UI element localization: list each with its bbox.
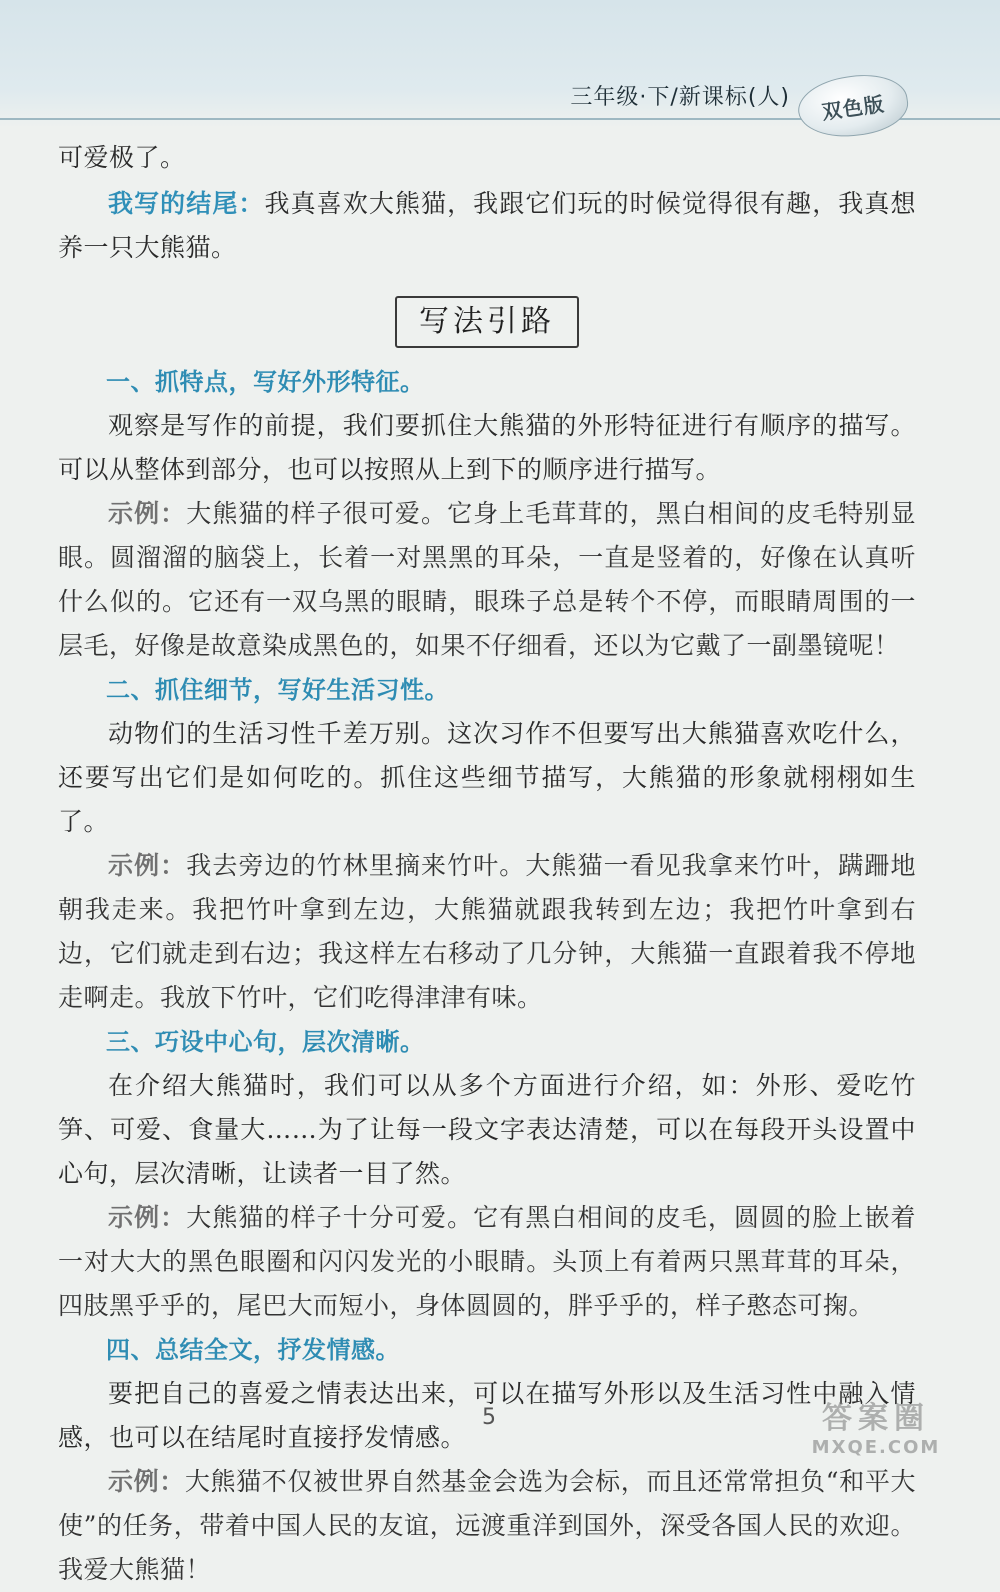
edition-badge-label: 双色版 [820,91,887,124]
my-ending-text: 我真喜欢大熊猫，我跟它们玩的时候觉得很有趣，我真想养一只大熊猫。 [58,189,916,262]
example-label: 示例： [108,851,187,880]
tip-example-2 [58,844,916,1020]
watermark-top: 答案圈 [822,1400,930,1436]
example-text: 大熊猫的样子十分可爱。它有黑白相间的皮毛，圆圆的脸上嵌着一对大大的黑色眼圈和闪闪发光的小眼睛。头顶上有着两只黑茸茸的耳朵，四肢黑乎乎的，尾巴大而短小，身体圆圆的，胖乎乎的，样子憨态可掬。 [58,1203,916,1320]
tip-example-4 [58,1460,916,1592]
my-ending [58,182,916,270]
example-text: 我去旁边的竹林里摘来竹叶。大熊猫一看见我拿来竹叶，蹒跚地朝我走来。我把竹叶拿到左边，大熊猫就跟我转到左边；我把竹叶拿到右边，它们就走到右边；我这样左右移动了几分钟，大熊猫一直跟着我不停地走啊走。我放下竹叶，它们吃得津津有味。 [58,851,916,1012]
tip-body-1: 观察是写作的前提，我们要抓住大熊猫的外形特征进行有顺序的描写。可以从整体到部分，也可以按照从上到下的顺序进行描写。 [58,411,916,484]
tip-heading-4: 四、总结全文，抒发情感。 [106,1336,400,1364]
book-title: 三年级·下/新课标(人) [570,85,790,110]
section-title-wrap [58,296,916,348]
tip-body-2: 动物们的生活习性千差万别。这次习作不但要写出大熊猫喜欢吃什么，还要写出它们是如何吃的。抓住这些细节描写，大熊猫的形象就栩栩如生了。 [58,719,916,836]
example-label: 示例： [108,1467,185,1496]
tip-heading-3: 三、巧设中心句，层次清晰。 [106,1028,425,1056]
watermark-bottom: MXQE.COM [811,1436,941,1458]
intro-tail: 可爱极了。 [58,143,186,172]
tip-heading-2: 二、抓住细节，写好生活习性。 [106,676,449,704]
section-title: 写法引路 [395,296,579,348]
example-text: 大熊猫不仅被世界自然基金会选为会标，而且还常常担负“和平大使”的任务，带着中国人民的友谊，远渡重洋到国外，深受各国人民的欢迎。我爱大熊猫！ [58,1467,916,1584]
page-number: 5 [482,1405,496,1430]
tip-example-3 [58,1196,916,1328]
tip-body-3: 在介绍大熊猫时，我们可以从多个方面进行介绍，如：外形、爱吃竹笋、可爱、食量大……为了让每一段文字表达清楚，可以在每段开头设置中心句，层次清晰，让读者一目了然。 [58,1071,916,1188]
watermark-logo [776,1390,976,1460]
example-text: 大熊猫的样子很可爱。它身上毛茸茸的，黑白相间的皮毛特别显眼。圆溜溜的脑袋上，长着一对黑黑的耳朵，一直是竖着的，好像在认真听什么似的。它还有一双乌黑的眼睛，眼珠子总是转个不停，而眼睛周围的一层毛，好像是故意染成黑色的，如果不仔细看，还以为它戴了一副墨镜呢！ [58,499,916,660]
tip-body-4: 要把自己的喜爱之情表达出来，可以在描写外形以及生活习性中融入情感，也可以在结尾时直接抒发情感。 [58,1379,916,1452]
tip-heading-1: 一、抓特点，写好外形特征。 [106,368,425,396]
page-content [58,136,916,1592]
example-label: 示例： [108,499,187,528]
my-ending-label: 我写的结尾： [108,189,265,218]
example-label: 示例： [108,1203,187,1232]
tip-example-1 [58,492,916,668]
